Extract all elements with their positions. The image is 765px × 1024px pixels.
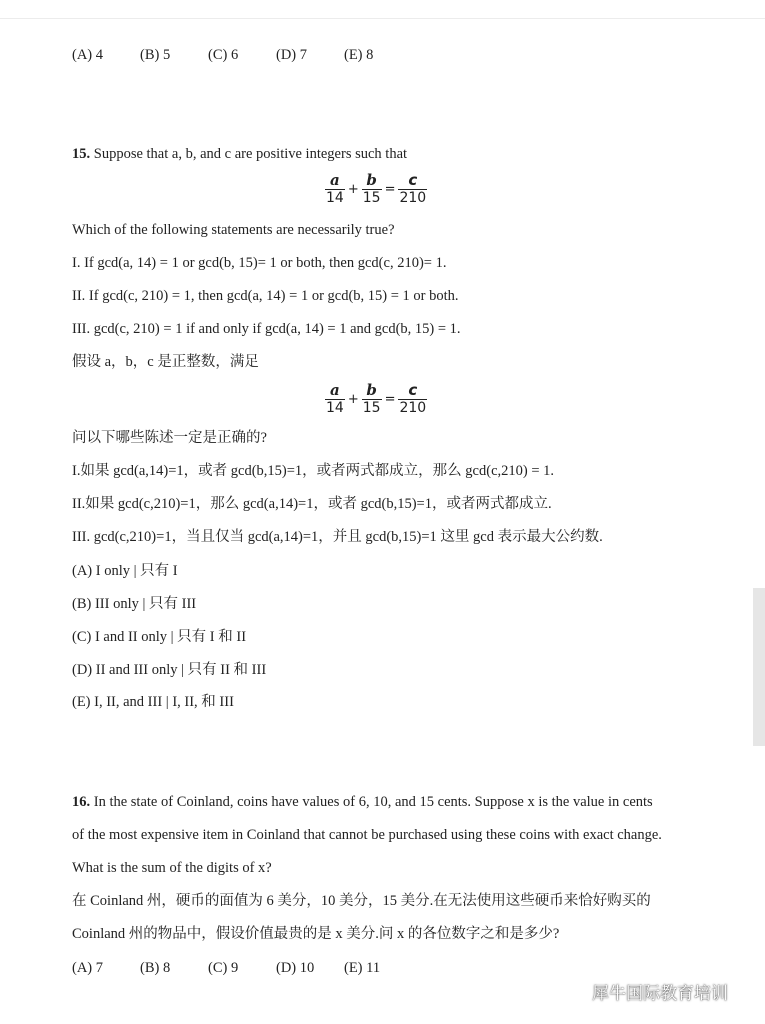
prev-options	[72, 45, 373, 65]
fraction-c-210: $\frac{c}{210}$	[399, 381, 427, 416]
q15-equation-cn: $\frac{a}{14}$ + $\frac{b}{15}$ = $\frac{c}{210}$	[326, 381, 427, 416]
q16-line-1	[72, 792, 653, 812]
watermark-text: 犀牛国际教育培训	[592, 983, 728, 1004]
option: (A) 7	[72, 960, 104, 976]
fraction-a-14: $\frac{a}{14}$	[326, 381, 344, 416]
q15-cn-question: 问以下哪些陈述一定是正确的?	[72, 430, 267, 446]
q15-intro: Suppose that a, b, and c are positive integers such that	[93, 146, 408, 162]
q15-statement-1: I. If gcd(a, 14) = 1 or gcd(b, 15)= 1 or both, then gcd(c, 210)= 1.	[72, 255, 447, 271]
q15-question: Which of the following statements are necessarily true?	[72, 222, 395, 238]
q15-option-b: (B) III only | 只有 III	[72, 596, 197, 612]
option: (E) 11	[344, 960, 381, 976]
q15-cn-statement-2: II.如果 gcd(c,210)=1，那么 gcd(a,14)=1，或者 gcd(b,15)=1，或者两式都成立.	[72, 496, 552, 512]
q16-number: 16.	[72, 794, 91, 810]
q16-line-3: What is the sum of the digits of x?	[72, 860, 272, 876]
fraction-b-15: $\frac{b}{15}$	[362, 171, 381, 206]
q15-intro-line	[72, 144, 407, 164]
q16-cn-line-2: Coinland 州的物品中，假设价值最贵的是 x 美分.问 x 的各位数字之和是多少?	[72, 926, 560, 942]
q15-statement-2: II. If gcd(c, 210) = 1, then gcd(a, 14) = 1 or gcd(b, 15) = 1 or both.	[72, 288, 459, 304]
q15-option-a: (A) I only | 只有 I	[72, 563, 178, 579]
fraction-a-14: $\frac{a}{14}$	[326, 171, 344, 206]
fraction-b-15: $\frac{b}{15}$	[362, 381, 381, 416]
option: (D) 10	[276, 960, 315, 976]
q15-cn-intro: 假设 a，b，c 是正整数，满足	[72, 354, 259, 370]
option: (B) 8	[140, 960, 171, 976]
option: (D) 7	[276, 47, 308, 63]
option: (E) 8	[344, 47, 374, 63]
option: (A) 4	[72, 47, 104, 63]
option: (C) 6	[208, 47, 239, 63]
watermark	[556, 978, 728, 1004]
top-divider	[0, 18, 765, 19]
fraction-c-210: $\frac{c}{210}$	[399, 171, 427, 206]
q15-option-c: (C) I and II only | 只有 I 和 II	[72, 629, 247, 645]
q15-option-e: (E) I, II, and III | I, II, 和 III	[72, 694, 234, 710]
q15-number: 15.	[72, 146, 91, 162]
q16-options	[72, 958, 380, 978]
wechat-icon	[556, 978, 586, 1004]
q16-line-2: of the most expensive item in Coinland that cannot be purchased using these coins with exact change.	[72, 827, 662, 843]
q16-text-1: In the state of Coinland, coins have values of 6, 10, and 15 cents. Suppose x is the value in cents	[93, 794, 653, 810]
q15-equation: $\frac{a}{14}$ + $\frac{b}{15}$ = $\frac{c}{210}$	[326, 171, 427, 206]
q16-cn-line-1: 在 Coinland 州，硬币的面值为 6 美分，10 美分，15 美分.在无法使用这些硬币来恰好购买的	[72, 893, 651, 909]
q15-statement-3: III. gcd(c, 210) = 1 if and only if gcd(a, 14) = 1 and gcd(b, 15) = 1.	[72, 321, 461, 337]
q15-option-d: (D) II and III only | 只有 II 和 III	[72, 662, 267, 678]
q15-cn-statement-3: III. gcd(c,210)=1，当且仅当 gcd(a,14)=1，并且 gcd(b,15)=1 这里 gcd 表示最大公约数.	[72, 529, 603, 545]
q15-cn-statement-1: I.如果 gcd(a,14)=1，或者 gcd(b,15)=1，或者两式都成立，那么 gcd(c,210) = 1.	[72, 463, 555, 479]
option: (B) 5	[140, 47, 171, 63]
option: (C) 9	[208, 960, 239, 976]
scrollbar[interactable]	[753, 588, 765, 746]
